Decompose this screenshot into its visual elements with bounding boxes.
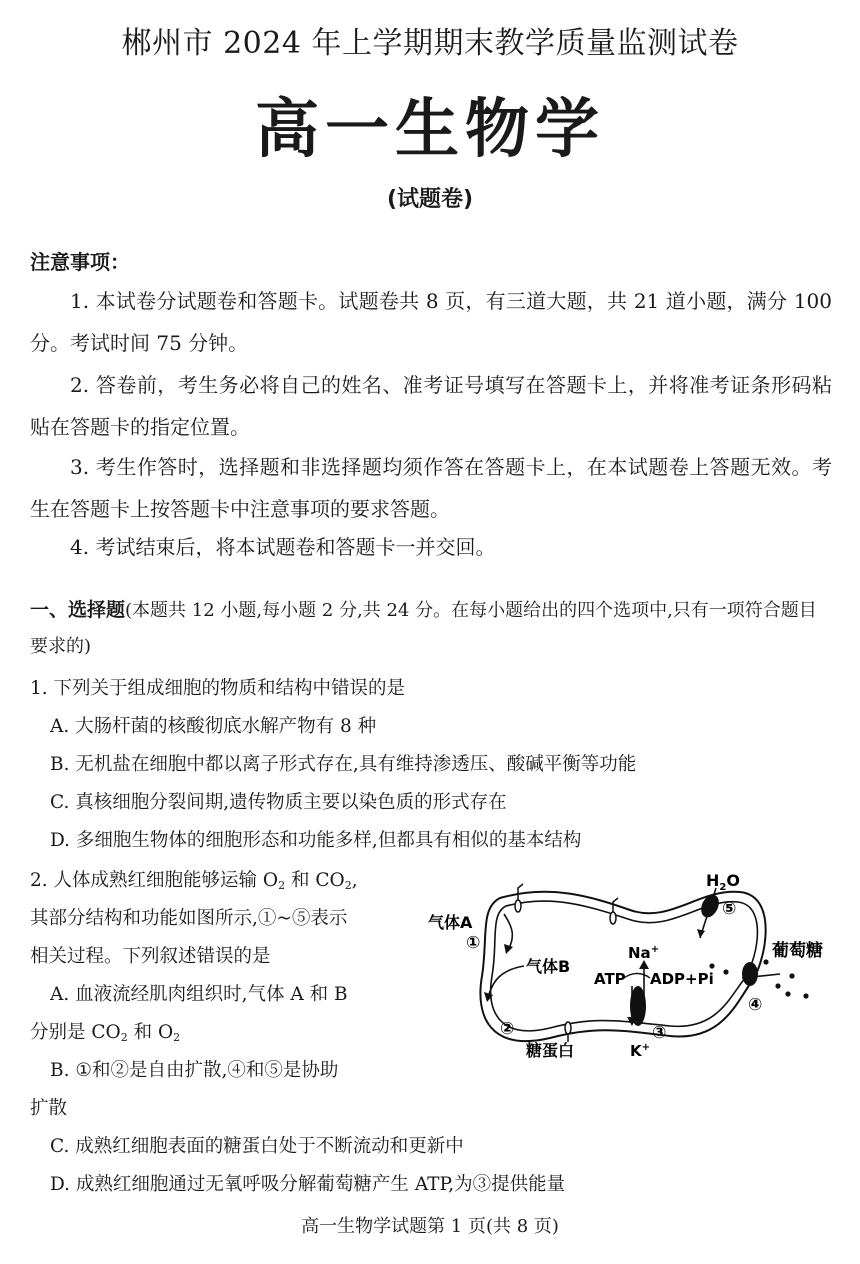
label-gas-b: 气体B	[526, 957, 571, 976]
question-2-option-d: D. 成熟红细胞通过无氧呼吸分解葡萄糖产生 ATP,为③提供能量	[50, 1174, 566, 1195]
question-2-option-c: C. 成熟红细胞表面的糖蛋白处于不断流动和更新中	[50, 1136, 464, 1157]
question-1-stem: 1. 下列关于组成细胞的物质和结构中错误的是	[30, 678, 406, 699]
notice-item-4: 4. 考试结束后，将本试题卷和答题卡一并交回。	[70, 535, 496, 559]
question-1-option-b: B. 无机盐在细胞中都以离子形式存在,具有维持渗透压、酸碱平衡等功能	[50, 754, 637, 775]
label-gas-a: 气体A	[428, 913, 473, 932]
glycoprotein-marker-3	[565, 1022, 571, 1042]
notice-heading: 注意事项：	[30, 250, 130, 274]
atp-arrow	[624, 974, 650, 979]
label-process-1: ①	[466, 933, 481, 953]
question-2-stem-line-1: 2. 人体成熟红细胞能够运输 $O_2$ 和 $CO_2$,	[30, 870, 358, 892]
question-1-option-c: C. 真核细胞分裂间期,遗传物质主要以染色质的形式存在	[50, 792, 507, 813]
label-atp: ATP	[594, 970, 626, 988]
label-glucose: 葡萄糖	[772, 941, 823, 961]
label-k: K+	[630, 1042, 651, 1060]
section-heading	[30, 592, 832, 665]
question-2-stem-line-2: 其部分结构和功能如图所示,①~⑤表示	[30, 908, 348, 929]
glycoprotein-marker-1	[515, 884, 523, 912]
paper-type: (试题卷)	[386, 187, 474, 212]
label-process-2: ②	[500, 1019, 515, 1039]
notice-item-2: 2. 答卷前，考生务必将自己的姓名、准考证号填写在答题卡上，并将准考证条形码粘贴在答题卡的指定位置。	[30, 373, 832, 439]
label-glycoprotein: 糖蛋白	[526, 1041, 575, 1060]
question-2-option-a-line-2: 分别是 $CO_2$ 和 $O_2$	[30, 1022, 181, 1044]
question-1-option-a: A. 大肠杆菌的核酸彻底水解产物有 8 种	[50, 716, 377, 737]
label-water: $H_2O$	[706, 871, 740, 893]
subject-title: 高一生物学	[255, 93, 605, 167]
notice-item-1: 1. 本试卷分试题卷和答题卡。试题卷共 8 页，有三道大题，共 21 道小题，满分 100 分。考试时间 75 分钟。	[30, 289, 832, 355]
label-process-3: ③	[652, 1023, 667, 1043]
label-adp-pi: ADP+Pi	[650, 970, 714, 988]
question-2-stem-line-3: 相关过程。下列叙述错误的是	[30, 946, 271, 967]
label-process-5: ⑤	[722, 899, 737, 919]
question-2-option-b-line-1: B. ①和②是自由扩散,④和⑤是协助	[50, 1060, 339, 1081]
page-footer: 高一生物学试题第 1 页(共 8 页)	[301, 1216, 559, 1237]
notice-item-3: 3. 考生作答时，选择题和非选择题均须作答在答题卡上，在本试题卷上答题无效。考生在答题卡上按答题卡中注意事项的要求答题。	[30, 455, 832, 521]
question-1-option-d: D. 多细胞生物体的细胞形态和功能多样,但都具有相似的基本结构	[50, 830, 582, 851]
question-2-option-b-line-2: 扩散	[30, 1098, 68, 1119]
rbc-transport-figure	[420, 866, 832, 1066]
section-title: 一、选择题	[30, 599, 126, 621]
label-process-4: ④	[748, 995, 763, 1015]
question-2-option-a-line-1: A. 血液流经肌肉组织时,气体 A 和 B	[50, 984, 348, 1005]
exam-title: 郴州市 2024 年上学期期末教学质量监测试卷	[121, 26, 739, 61]
section-instructions: (本题共 12 小题,每小题 2 分,共 24 分。在每小题给出的四个选项中,只有一项符合题目要求的)	[30, 600, 817, 657]
label-na: Na+	[628, 944, 660, 962]
glycoprotein-marker-2	[610, 898, 618, 924]
